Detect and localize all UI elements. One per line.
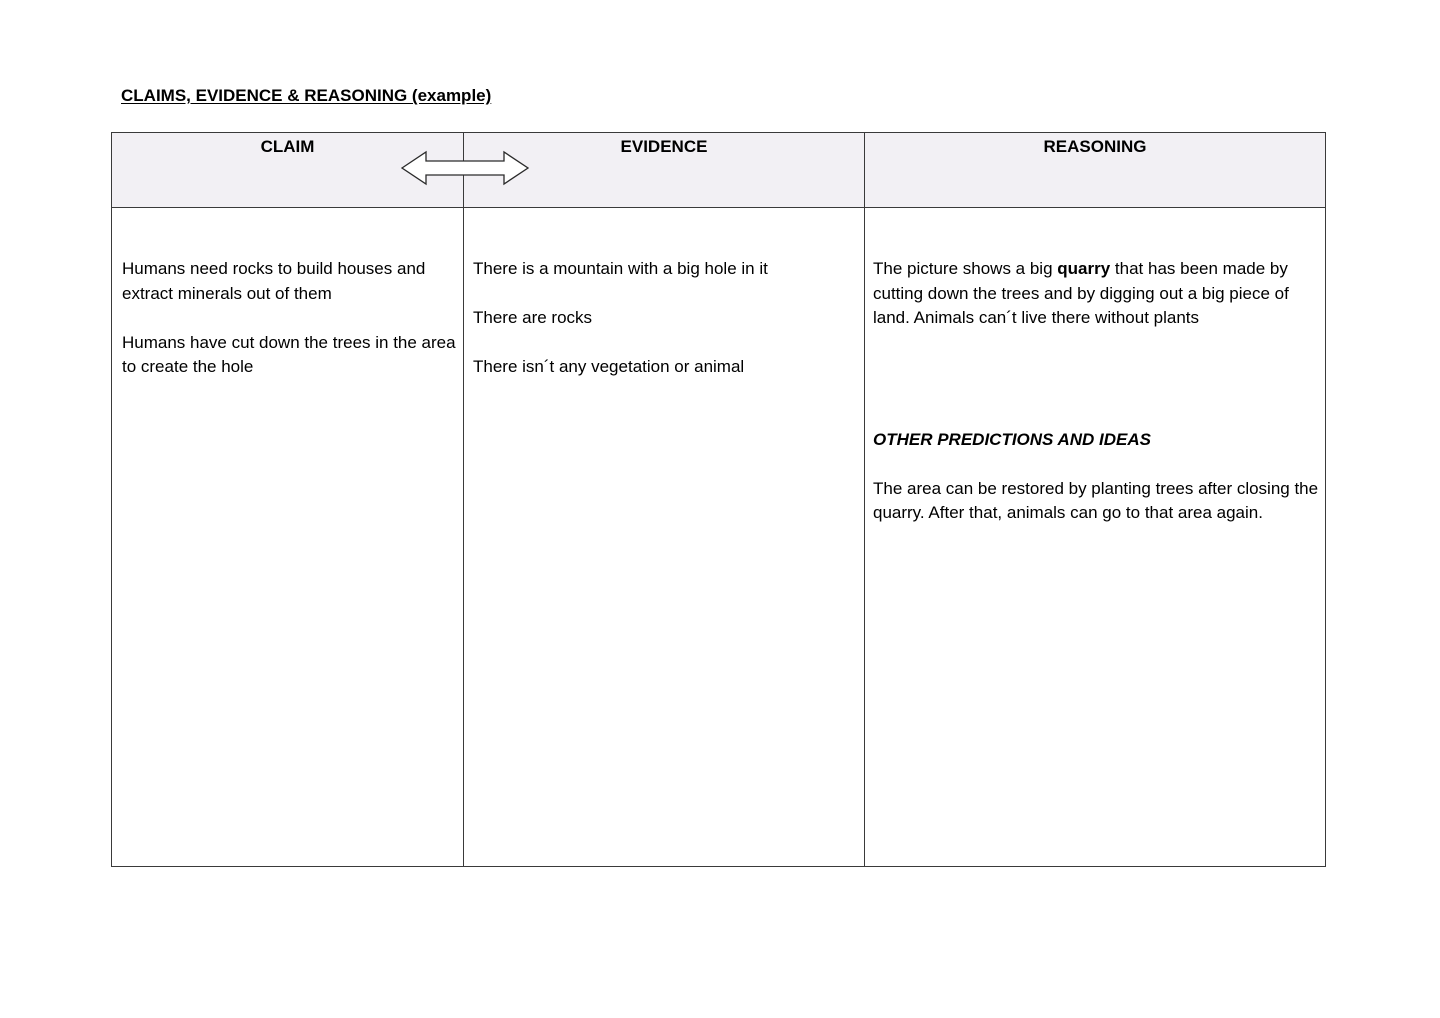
document-title: CLAIMS, EVIDENCE & REASONING (example): [121, 86, 492, 105]
evidence-paragraph: There are rocks: [473, 308, 593, 327]
reasoning-paragraph: [873, 257, 1323, 331]
column-divider-evidence-reasoning: [864, 133, 865, 866]
reasoning-header: REASONING: [1043, 137, 1147, 156]
evidence-paragraph: There isn´t any vegetation or animal: [473, 357, 745, 376]
double-headed-arrow-icon: [401, 150, 529, 186]
reasoning-text-end: that has been made by cutting down the trees and by digging out a big piece of land. Animals can´t live there without plants: [873, 259, 1289, 327]
cer-table: [111, 132, 1326, 867]
reasoning-keyword-quarry: quarry: [1057, 259, 1111, 278]
evidence-cell: [473, 257, 858, 404]
claim-cell: [122, 257, 458, 404]
claim-paragraph: Humans need rocks to build houses and extract minerals out of them: [122, 259, 426, 303]
claim-paragraph: Humans have cut down the trees in the area to create the hole: [122, 332, 456, 376]
evidence-header: EVIDENCE: [620, 137, 708, 156]
other-predictions-text: The area can be restored by planting trees after closing the quarry. After that, animals can go to that area again.: [873, 478, 1319, 522]
column-divider-claim-evidence: [463, 133, 464, 866]
claim-header: CLAIM: [260, 137, 315, 156]
other-predictions-heading: OTHER PREDICTIONS AND IDEAS: [873, 429, 1152, 449]
reasoning-text-start: The picture shows a big: [873, 259, 1058, 278]
evidence-paragraph: There is a mountain with a big hole in it: [473, 259, 768, 278]
reasoning-cell: [873, 257, 1323, 550]
